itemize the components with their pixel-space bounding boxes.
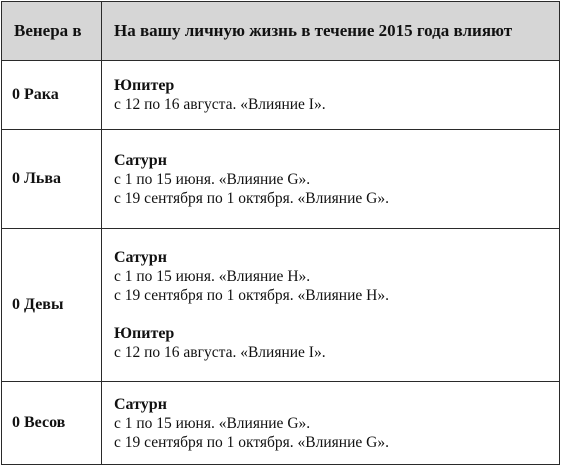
venus-sign: 0 Рака — [2, 61, 102, 130]
table-row — [2, 61, 560, 130]
influence-period: с 1 по 15 июня. «Влияние G». — [114, 170, 311, 188]
influence-period: с 1 по 15 июня. «Влияние G». — [114, 414, 311, 432]
venus-sign: 0 Весов — [2, 382, 102, 465]
header-influence: На вашу личную жизнь в течение 2015 года влияют — [102, 2, 560, 61]
planet-name: Сатурн — [114, 249, 167, 266]
influences-cell — [102, 130, 560, 229]
influences-cell — [102, 382, 560, 465]
planet-name: Юпитер — [114, 77, 175, 94]
influence-period: с 19 сентября по 1 октября. «Влияние G». — [114, 433, 389, 451]
header-sign: Венера в — [2, 2, 102, 61]
influence-period: с 12 по 16 августа. «Влияние I». — [114, 344, 326, 361]
influences-cell — [102, 229, 560, 382]
influence-period: с 12 по 16 августа. «Влияние I». — [114, 96, 326, 113]
planet-block — [114, 324, 549, 362]
table-row — [2, 130, 560, 229]
planet-name: Юпитер — [114, 325, 175, 342]
influence-period: с 1 по 15 июня. «Влияние H». — [114, 268, 311, 285]
table-row — [2, 229, 560, 382]
planet-block — [114, 248, 549, 305]
planet-block — [114, 395, 549, 452]
planet-block — [114, 151, 549, 208]
venus-sign: 0 Девы — [2, 229, 102, 382]
venus-sign: 0 Льва — [2, 130, 102, 229]
planet-block — [114, 76, 549, 114]
influence-period: с 19 сентября по 1 октября. «Влияние H». — [114, 287, 389, 304]
table-row — [2, 382, 560, 465]
influence-table — [1, 1, 560, 465]
influence-period: с 19 сентября по 1 октября. «Влияние G». — [114, 189, 389, 207]
planet-name: Сатурн — [114, 395, 167, 413]
influences-cell — [102, 61, 560, 130]
header-row — [2, 2, 560, 61]
planet-name: Сатурн — [114, 151, 167, 169]
